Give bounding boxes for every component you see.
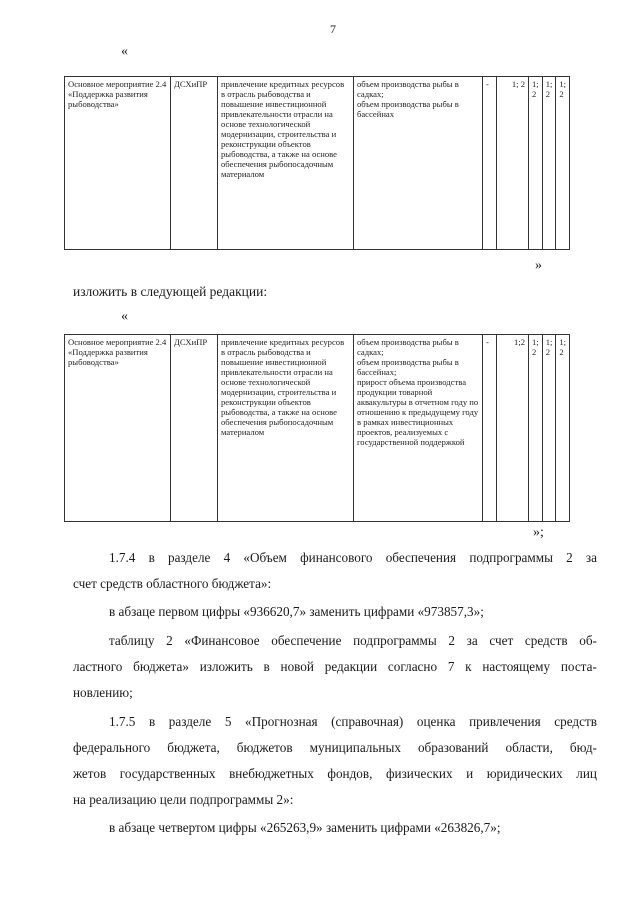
word: «Объем [243, 550, 287, 565]
word: юридических [486, 766, 563, 781]
paragraph-3-line-3: новлению; [73, 685, 133, 700]
indicator-cell: объем производства рыбы в садках; объем производства рыбы в бассейнах; прирост объема производства продукции товарной аквакультуры в отчетном году по отношению к предыдущему году в рамках инвестиционных проектов, реализуемых с государственной поддержкой [354, 335, 483, 522]
word: за [466, 633, 478, 648]
word: за [585, 550, 597, 565]
word: бюджета, [167, 740, 220, 755]
value-cell: 1; 2 [556, 335, 570, 522]
value-cell: 1; 2 [529, 335, 543, 522]
word: бюджетов [236, 740, 293, 755]
table-row [65, 335, 570, 522]
word: внебюджетных [229, 766, 314, 781]
word: (справочная) [331, 714, 404, 729]
value-cell: - [483, 77, 497, 250]
close-quote-1: » [535, 258, 542, 273]
paragraph-1-line-1 [109, 550, 597, 566]
word: средств [524, 633, 568, 648]
paragraph-3-line-2 [73, 659, 597, 675]
word: в [148, 550, 155, 565]
word: согласно [387, 659, 438, 674]
word: федерального [73, 740, 151, 755]
value-cell: 1; 2 [529, 77, 543, 250]
value-cell: - [483, 335, 497, 522]
word: поста- [560, 659, 597, 674]
paragraph-3-line-1 [109, 633, 597, 649]
word: изложить [199, 659, 253, 674]
word: муниципальных [309, 740, 401, 755]
paragraph-1-line-2: счет средств областного бюджета»: [73, 576, 272, 591]
word: в [263, 659, 270, 674]
open-quote-2: « [121, 309, 128, 324]
value-cell: 1; 2 [497, 77, 529, 250]
indicator-cell: объем производства рыбы в садках; объем производства рыбы в бассейнах [354, 77, 483, 250]
word: 2 [566, 550, 573, 565]
word: таблицу [109, 633, 155, 648]
word: жетов [73, 766, 107, 781]
word: бюджета» [133, 659, 189, 674]
word: об- [579, 633, 597, 648]
table-row [65, 77, 570, 250]
paragraph-4-line-3 [73, 766, 597, 782]
word: 2 [448, 633, 455, 648]
word: 7 [447, 659, 455, 674]
word: ластного [73, 659, 123, 674]
word: подпрограммы [353, 633, 437, 648]
word: области, [505, 740, 553, 755]
word: физических [385, 766, 453, 781]
table-original [64, 76, 570, 250]
word: в [148, 714, 156, 729]
word: и [466, 766, 474, 781]
word: оценка [416, 714, 456, 729]
word: счет [489, 633, 514, 648]
word: 1.7.4 [109, 550, 136, 565]
open-quote-1: « [121, 44, 128, 59]
result-cell: привлечение кредитных ресурсов в отрасль рыбоводства и повышение инвестиционной привлекательности отрасли на основе технологической модернизации, строительства и реконструкции объектов рыбоводства, а также на основе обеспечения рыбопосадочным материалом [218, 77, 354, 250]
word: 1.7.5 [109, 714, 136, 729]
paragraph-4-line-2 [73, 740, 597, 756]
edit-intro: изложить в следующей редакции: [73, 284, 268, 299]
word: образований [417, 740, 489, 755]
page-number: 7 [330, 22, 336, 36]
measure-cell: Основное мероприятие 2.4 «Поддержка развития рыбоводства» [65, 335, 171, 522]
executor-cell: ДСХиПР [171, 335, 218, 522]
word: обеспечение [271, 633, 342, 648]
word: финансового [300, 550, 373, 565]
word: редакции [324, 659, 378, 674]
paragraph-2: в абзаце первом цифры «936620,7» заменить цифрами «973857,3»; [109, 604, 484, 619]
word: государственных [119, 766, 216, 781]
word: обеспечения [385, 550, 457, 565]
table-new [64, 334, 570, 522]
executor-cell: ДСХиПР [171, 77, 218, 250]
measure-cell: Основное мероприятие 2.4 «Поддержка развития рыбоводства» [65, 77, 171, 250]
word: лиц [576, 766, 597, 781]
value-cell: 1;2 [497, 335, 529, 522]
word: «Финансовое [184, 633, 260, 648]
word: разделе [167, 550, 211, 565]
word: фондов, [327, 766, 373, 781]
result-cell: привлечение кредитных ресурсов в отрасль рыбоводства и повышение инвестиционной привлекательности отрасли на основе технологической модернизации, строительства и реконструкции объектов рыбоводства, а также на основе обеспечения рыбопосадочным материалом [218, 335, 354, 522]
paragraph-4-line-1 [109, 714, 597, 730]
close-quote-2: »; [533, 525, 544, 540]
value-cell: 1; 2 [542, 77, 556, 250]
word: 5 [224, 714, 232, 729]
word: средств [554, 714, 597, 729]
value-cell: 1; 2 [542, 335, 556, 522]
word: настоящему [482, 659, 551, 674]
word: бюд- [569, 740, 597, 755]
paragraph-4-line-4: на реализацию цели подпрограммы 2»: [73, 792, 294, 807]
word: 2 [166, 633, 173, 648]
word: подпрограммы [469, 550, 553, 565]
word: новой [280, 659, 314, 674]
word: привлечения [469, 714, 541, 729]
word: «Прогнозная [245, 714, 318, 729]
word: разделе [168, 714, 212, 729]
value-cell: 1; 2 [556, 77, 570, 250]
word: 4 [223, 550, 231, 565]
word: к [465, 659, 472, 674]
paragraph-5: в абзаце четвертом цифры «265263,9» заменить цифрами «263826,7»; [109, 820, 501, 835]
